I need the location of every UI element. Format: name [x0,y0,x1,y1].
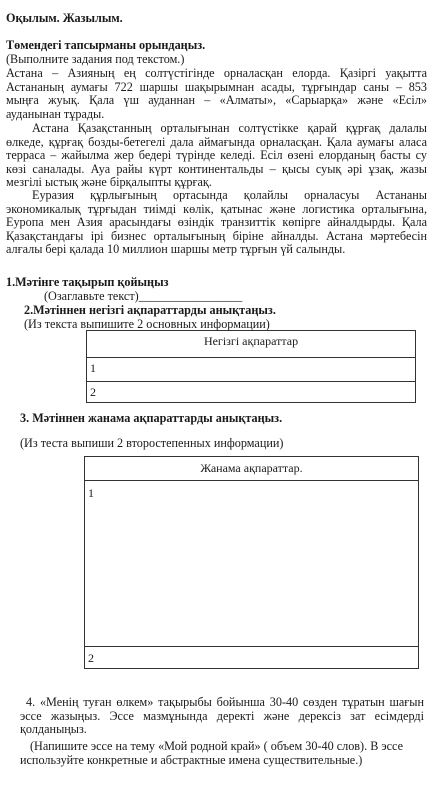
text-paragraph-2: Астана Қазақстанның орталығынан солтүстікке қарай құрғақ далалы өлкеде, құрғақ бозды-бетегелі дала аймағында орналасқан. Қала аумағы аласа терраса – жайылма жер бедері түрінде келеді. Есіл өзені елорданың басты су көзі саналады. Ауа райы күрт континентальды – қысы суық әрі ұзақ, жазы мезгілі ыстық және бірқалыпты құрғақ. [6,121,427,190]
main-info-row-1[interactable] [87,357,415,375]
question-1-answer-line[interactable]: (Озаглавьте текст)_________________ [44,289,243,303]
secondary-info-row-2[interactable] [85,646,418,665]
question-3-title: 3. Мәтіннен жанама ақпараттарды анықтаңыз. [20,411,283,425]
row-number: 1 [88,486,94,500]
main-info-table [86,330,416,403]
main-info-table-header: Негізгі ақпараттар [203,334,299,348]
question-2-title: 2.Мәтіннен негізгі ақпараттарды анықтаңыз. [24,303,276,317]
task-heading: Төмендегі тапсырманы орындаңыз. [6,38,206,52]
text-paragraph-3: Еуразия құрлығының ортасында қолайлы орналасуы Астананы экономикалық тұрғыдан тиімді көлік, қатынас және логистика орталығына, Еуропа мен Азия арасындағы өзіндік транзиттік көпірге айналдырды. Қала Қазақстандағы ірі бизнес орталығының біріне айналды. Астана мәртебесін алғалы бері қалада 10 миллион шаршы метр тұрғын үй салынды. [6,188,427,257]
question-1-title: 1.Мәтінге тақырып қойыңыз [6,275,169,289]
secondary-info-row-1[interactable] [85,480,418,500]
question-2-hint: (Из текста выпишите 2 основных информации) [24,317,270,331]
secondary-info-table [84,456,419,669]
row-number: 2 [90,385,96,399]
page-title: Оқылым. Жазылым. [6,11,123,25]
row-number: 2 [88,651,94,665]
question-3-hint: (Из теста выпиши 2 второстепенных информации) [20,436,284,450]
row-number: 1 [90,361,96,375]
main-info-row-2[interactable] [87,381,415,399]
task-heading-ru: (Выполните задания под текстом.) [6,52,185,66]
question-4-text: 4. «Менің туған өлкем» тақырыбы бойынша 30-40 сөзден тұратын шағын эссе жазыңыз. Эссе мазмұнында деректі және дерексіз зат есімдерді қолданыңыз. [20,695,424,737]
text-paragraph-1: Астана – Азияның ең солтүстігінде орналасқан елорда. Қазіргі уақытта Астананың аумағы 722 шаршы шақырымнан асады, тұрғындар саны – 853 мыңға жуық. Қала үш ауданнан – «Алматы», «Сарыарқа» және «Есіл» ауданынан тұрады. [6,66,427,121]
secondary-info-table-header: Жанама ақпараттар. [200,461,303,475]
question-4-hint: (Напишите эссе на тему «Мой родной край» ( объем 30-40 слов). В эссе используйте конкретные и абстрактные имена существительные.) [20,739,403,767]
